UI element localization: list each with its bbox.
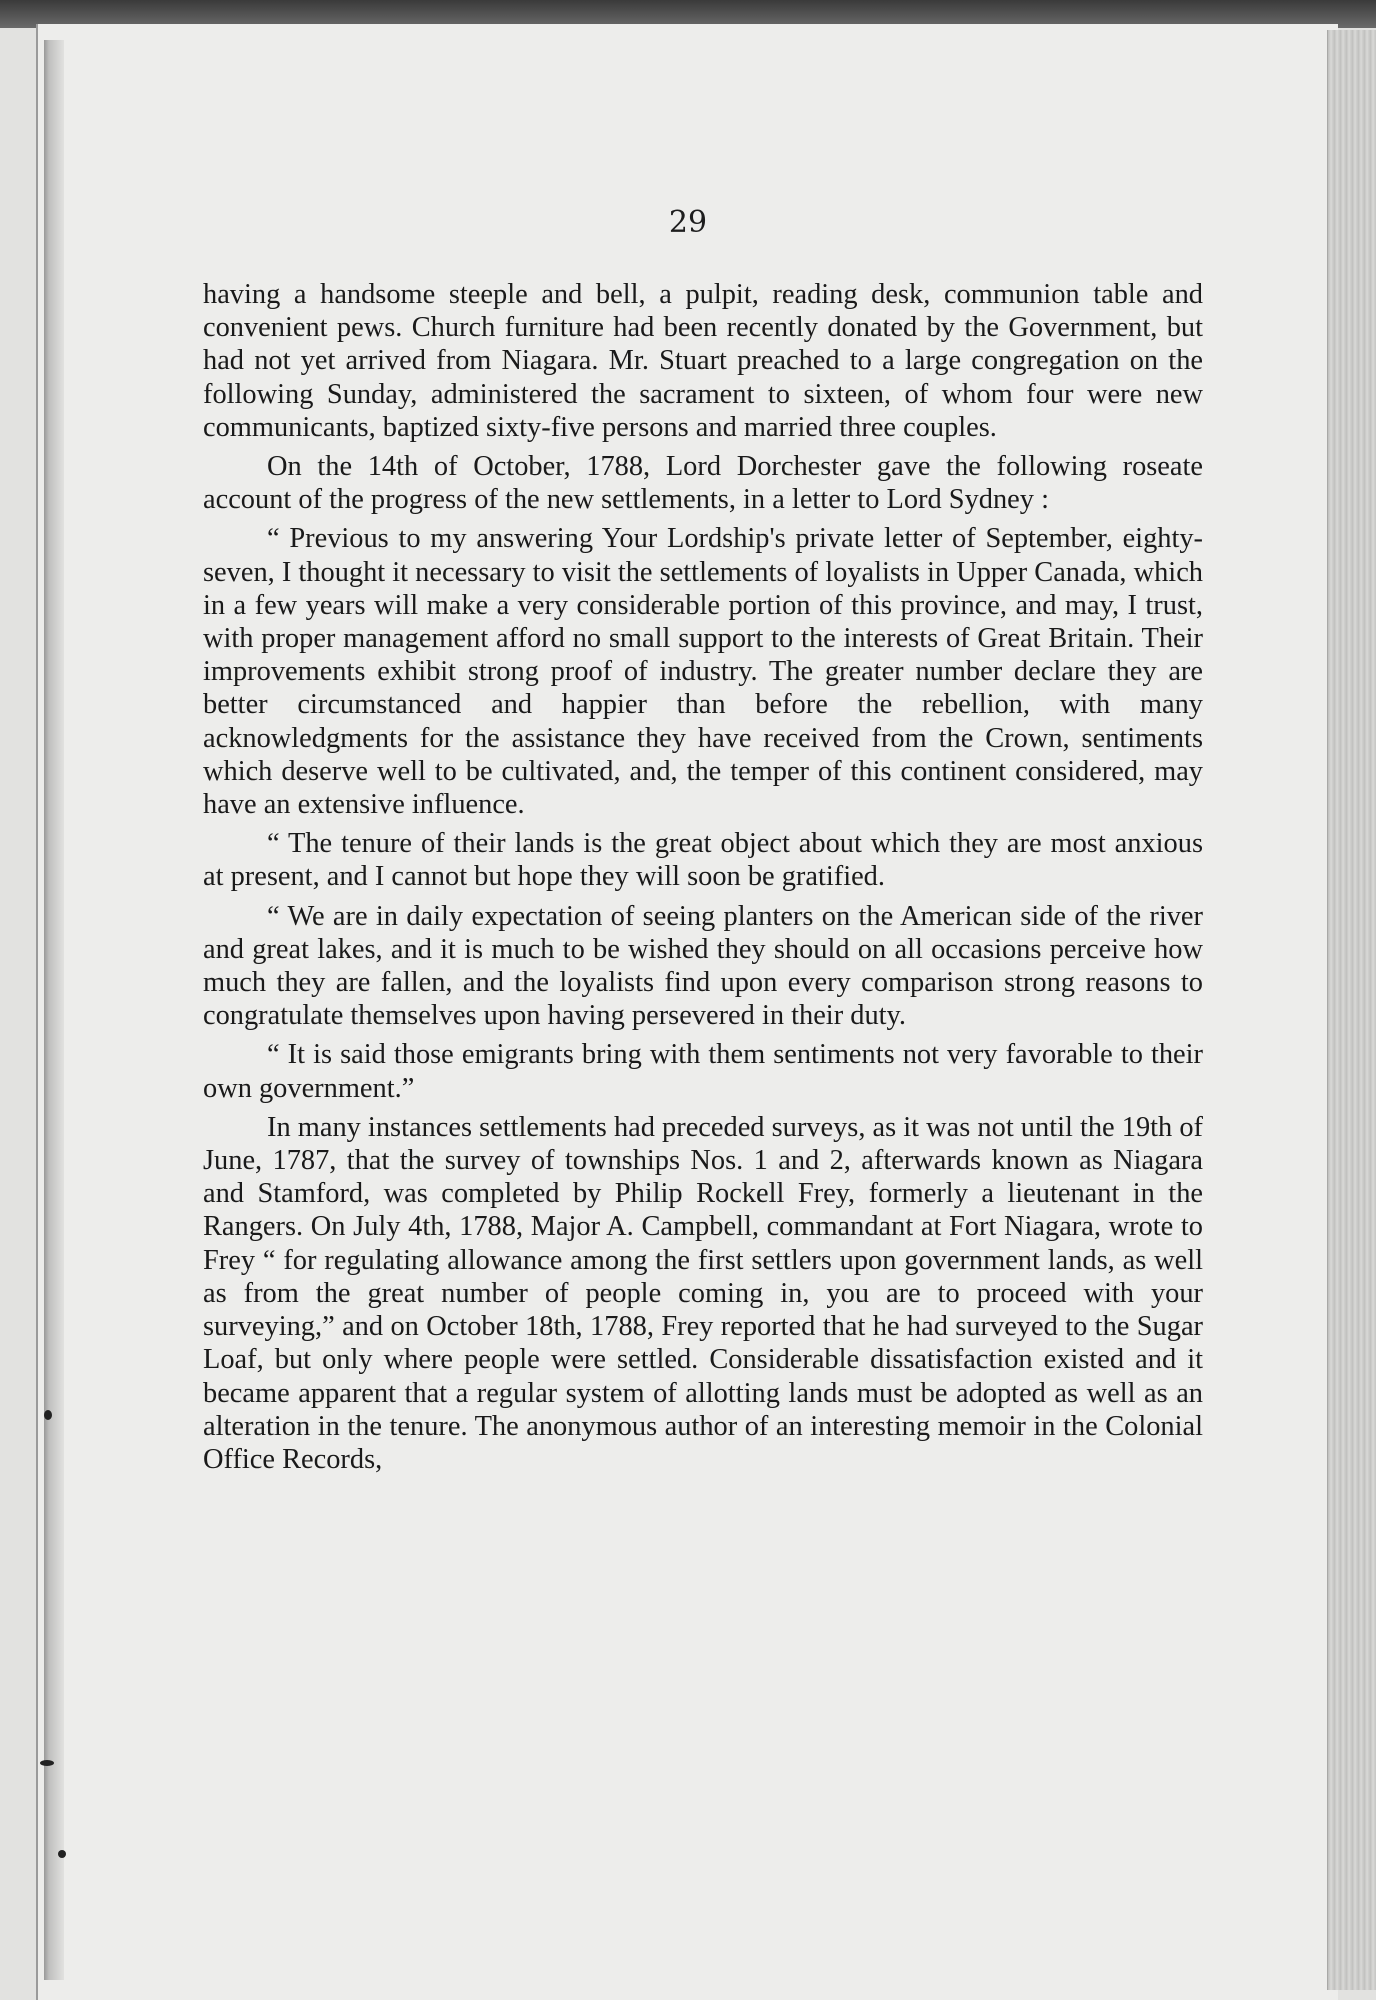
page-text xyxy=(203,278,1203,1482)
paragraph-dorchester-intro: On the 14th of October, 1788, Lord Dorchester gave the following roseate account of the progress of the new settlements, in a letter to Lord Sydney : xyxy=(203,451,1203,516)
book-binding-shadow xyxy=(44,40,64,1980)
dust-speck xyxy=(58,1850,66,1858)
paragraph-quote-tenure: “ The tenure of their lands is the great object about which they are most anxious at present, and I cannot but hope they will soon be gratified. xyxy=(203,828,1203,893)
dust-speck xyxy=(44,1410,52,1420)
paragraph-quote-previous: “ Previous to my answering Your Lordship's private letter of September, eighty-seven, I thought it necessary to visit the settlements of loyalists in Upper Canada, which in a few years will make a very considerable portion of this province, and may, I trust, with proper management afford no small support to the interests of Great Britain. Their improvements exhibit strong proof of industry. The greater number declare they are better circumstanced and happier than before the rebellion, with many acknowledgments for the assistance they have received from the Crown, sentiments which deserve well to be cultivated, and, the temper of this continent considered, may have an extensive influence. xyxy=(203,523,1203,821)
dust-speck xyxy=(40,1760,54,1766)
paragraph-quote-planters: “ We are in daily expectation of seeing planters on the American side of the river and great lakes, and it is much to be wished they should on all occasions perceive how much they are fallen, and the loyalists find upon every comparison strong reasons to congratulate themselves upon having persevered in their duty. xyxy=(203,900,1203,1032)
page-number: 29 xyxy=(668,205,708,240)
paragraph-surveys: In many instances settlements had preceded surveys, as it was not until the 19th of June, 1787, that the survey of townships Nos. 1 and 2, afterwards known as Niagara and Stamford, was completed by Philip Rockell Frey, formerly a lieutenant in the Rangers. On July 4th, 1788, Major A. Campbell, commandant at Fort Niagara, wrote to Frey “ for regulating allowance among the first settlers upon government lands, as well as from the great number of people coming in, you are to proceed with your surveying,” and on October 18th, 1788, Frey reported that he had surveyed to the Sugar Loaf, but only where people were settled. Considerable dissatisfaction existed and it became apparent that a regular system of allotting lands must be adopted as well as an alteration in the tenure. The anonymous author of an interesting memoir in the Colonial Office Records, xyxy=(203,1111,1203,1475)
paragraph-quote-emigrants: “ It is said those emigrants bring with them sentiments not very favorable to their own government.” xyxy=(203,1039,1203,1104)
paragraph-continued: having a handsome steeple and bell, a pulpit, reading desk, communion table and convenient pews. Church furniture had been recently donated by the Government, but had not yet arrived from Niagara. Mr. Stuart preached to a large congregation on the following Sunday, administered the sacrament to sixteen, of whom four were new communicants, baptized sixty-five persons and married three couples. xyxy=(203,279,1203,443)
page-edges-stack xyxy=(1327,30,1376,1990)
